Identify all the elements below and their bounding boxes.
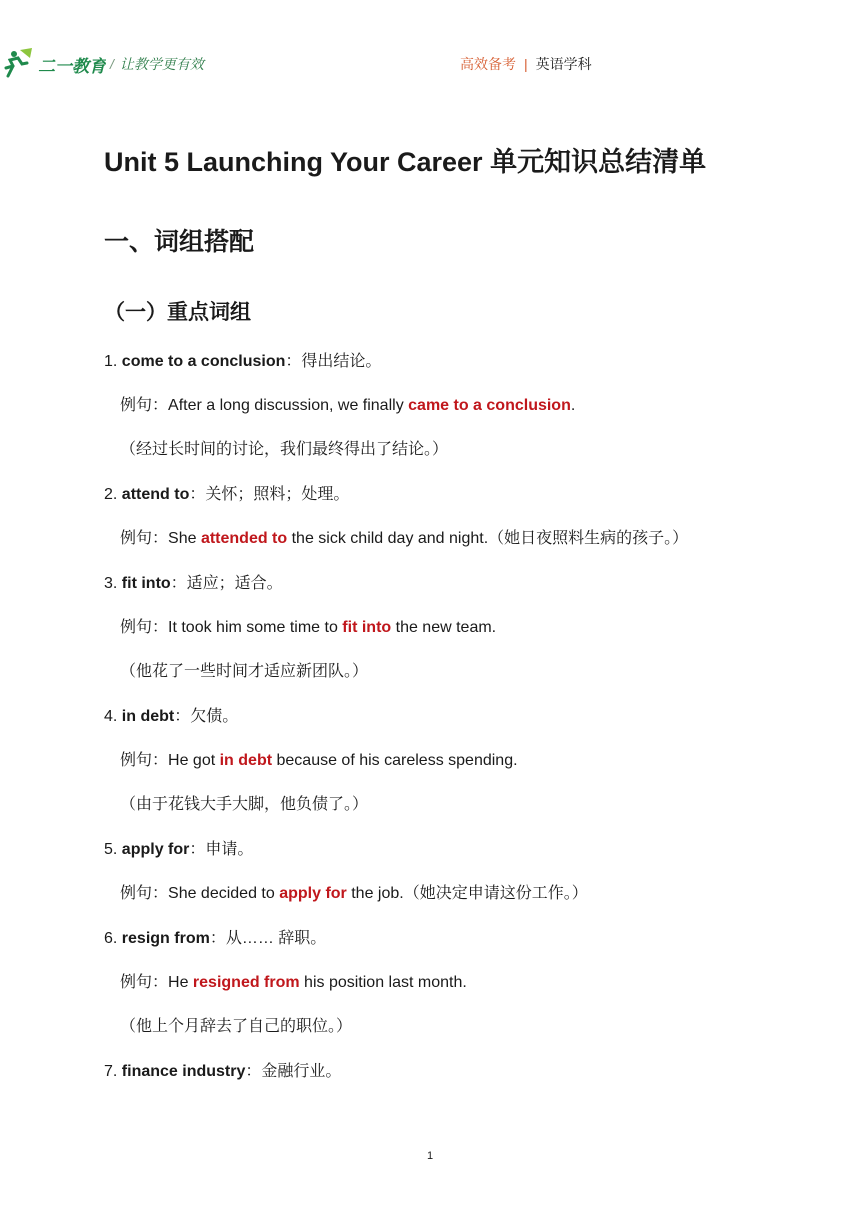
example-sentence: 例句：After a long discussion, we finally came to a conclusion. — [120, 397, 576, 414]
example-sentence: 例句：He resigned from his position last month. — [120, 974, 467, 991]
example-translation: （经过长时间的讨论，我们最终得出了结论。） — [120, 441, 449, 458]
svg-text:二一教育: 二一教育 — [38, 57, 106, 76]
example-translation: （由于花钱大手大脚，他负债了。） — [120, 796, 369, 813]
list-item: 3. fit into：适应；适合。 — [104, 575, 283, 592]
subsection-heading: （一）重点词组 — [104, 301, 251, 324]
list-item: 1. come to a conclusion：得出结论。 — [104, 353, 382, 370]
example-sentence: 例句：It took him some time to fit into the new team. — [120, 619, 497, 636]
example-translation: （他花了一些时间才适应新团队。） — [120, 663, 369, 680]
logo-icon — [2, 46, 106, 80]
list-item: 2. attend to：关怀；照料；处理。 — [104, 486, 350, 503]
document-title: Unit 5 Launching Your Career 单元知识总结清单 — [104, 147, 707, 177]
list-item: 4. in debt：欠债。 — [104, 708, 239, 725]
example-sentence: 例句：She attended to the sick child day and night.（她日夜照料生病的孩子。） — [120, 530, 689, 547]
header-subject: 英语学科 — [535, 56, 592, 72]
page-number: 1 — [426, 1150, 434, 1162]
list-item: 5. apply for：申请。 — [104, 841, 254, 858]
list-item: 6. resign from：从…… 辞职。 — [104, 930, 327, 947]
example-sentence: 例句：She decided to apply for the job.（她决定申请这份工作。） — [120, 885, 588, 902]
example-sentence: 例句：He got in debt because of his careless spending. — [120, 752, 518, 769]
list-item: 7. finance industry：金融行业。 — [104, 1063, 342, 1080]
section-heading: 一、词组搭配 — [104, 228, 255, 256]
slogan-text: 让教学更有效 — [119, 56, 204, 72]
header-label: 高效备考 — [460, 56, 516, 72]
example-translation: （他上个月辞去了自己的职位。） — [120, 1018, 353, 1035]
page-header: 二一教育 / 让教学更有效 高效备考 | 英语学科 — [0, 44, 860, 84]
